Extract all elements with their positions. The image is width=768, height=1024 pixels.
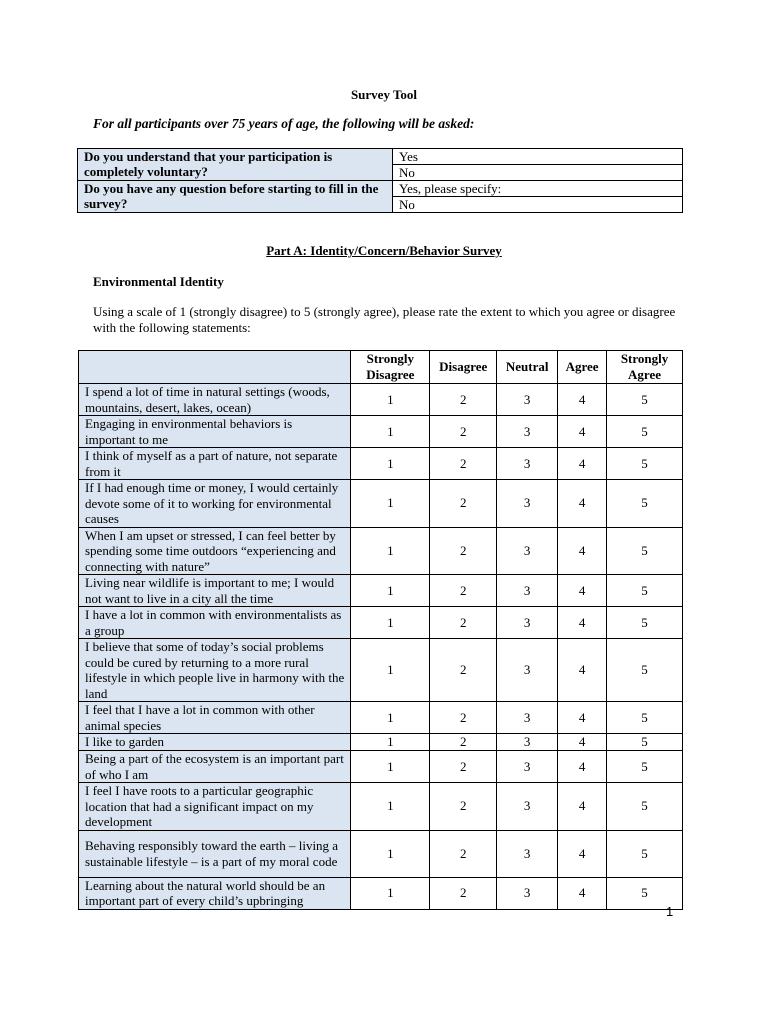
rating-option[interactable]: 2 [430, 639, 497, 702]
survey-header-row [79, 351, 683, 384]
rating-option[interactable]: 3 [497, 575, 558, 607]
rating-option[interactable]: 2 [430, 448, 497, 480]
rating-option[interactable]: 2 [430, 877, 497, 909]
rating-option[interactable]: 2 [430, 830, 497, 877]
rating-option[interactable]: 5 [607, 448, 683, 480]
document-title: Survey Tool [350, 87, 418, 102]
table-row [79, 877, 683, 909]
table-row [79, 575, 683, 607]
rating-option[interactable]: 4 [558, 639, 607, 702]
rating-option[interactable]: 1 [351, 877, 430, 909]
rating-option[interactable]: 1 [351, 416, 430, 448]
statement-cell: I feel I have roots to a particular geographic location that had a significant impact on my development [79, 783, 351, 831]
rating-option[interactable]: 5 [607, 877, 683, 909]
consent-answer[interactable]: Yes [393, 149, 683, 165]
statement-cell: I feel that I have a lot in common with other animal species [79, 702, 351, 734]
table-row [79, 639, 683, 702]
rating-option[interactable]: 2 [430, 607, 497, 639]
statement-cell: I spend a lot of time in natural settings (woods, mountains, desert, lakes, ocean) [79, 384, 351, 416]
rating-option[interactable]: 3 [497, 877, 558, 909]
rating-option[interactable]: 5 [607, 416, 683, 448]
rating-option[interactable]: 3 [497, 527, 558, 575]
survey-table [78, 350, 683, 910]
statement-cell: When I am upset or stressed, I can feel better by spending some time outdoors “experiencing and connecting with nature” [79, 527, 351, 575]
rating-option[interactable]: 4 [558, 575, 607, 607]
table-row [79, 751, 683, 783]
rating-option[interactable]: 4 [558, 480, 607, 528]
consent-answer[interactable]: Yes, please specify: [393, 181, 683, 197]
consent-row [78, 181, 683, 197]
section-heading: Environmental Identity [93, 274, 224, 289]
rating-option[interactable]: 3 [497, 448, 558, 480]
table-row [79, 830, 683, 877]
statement-cell: Being a part of the ecosystem is an important part of who I am [79, 751, 351, 783]
statement-cell: I like to garden [79, 734, 351, 751]
statement-cell: I think of myself as a part of nature, not separate from it [79, 448, 351, 480]
rating-option[interactable]: 1 [351, 384, 430, 416]
rating-option[interactable]: 1 [351, 830, 430, 877]
rating-option[interactable]: 1 [351, 480, 430, 528]
statement-cell: Living near wildlife is important to me; I would not want to live in a city all the time [79, 575, 351, 607]
rating-option[interactable]: 5 [607, 480, 683, 528]
rating-option[interactable]: 3 [497, 416, 558, 448]
table-row [79, 416, 683, 448]
rating-option[interactable]: 1 [351, 734, 430, 751]
rating-option[interactable]: 2 [430, 575, 497, 607]
statement-cell: Engaging in environmental behaviors is important to me [79, 416, 351, 448]
consent-row [78, 149, 683, 165]
rating-option[interactable]: 4 [558, 751, 607, 783]
rating-option[interactable]: 5 [607, 751, 683, 783]
statement-cell: If I had enough time or money, I would certainly devote some of it to working for environmental causes [79, 480, 351, 528]
scale-header: Neutral [497, 351, 558, 384]
statement-cell: I have a lot in common with environmentalists as a group [79, 607, 351, 639]
table-row [79, 480, 683, 528]
rating-option[interactable]: 2 [430, 384, 497, 416]
table-row [79, 384, 683, 416]
rating-option[interactable]: 3 [497, 783, 558, 831]
rating-option[interactable]: 2 [430, 480, 497, 528]
rating-option[interactable]: 2 [430, 734, 497, 751]
rating-option[interactable]: 3 [497, 751, 558, 783]
scale-header: Strongly Disagree [351, 351, 430, 384]
rating-option[interactable]: 1 [351, 783, 430, 831]
consent-question: Do you have any question before starting to fill in the survey? [78, 181, 393, 213]
table-row [79, 607, 683, 639]
table-row [79, 734, 683, 751]
scale-header: Strongly Agree [607, 351, 683, 384]
rating-option[interactable]: 4 [558, 877, 607, 909]
rating-option[interactable]: 5 [607, 830, 683, 877]
rating-option[interactable]: 5 [607, 527, 683, 575]
survey-body [79, 384, 683, 910]
scale-header: Disagree [430, 351, 497, 384]
consent-table [77, 148, 683, 213]
rating-option[interactable]: 3 [497, 607, 558, 639]
statement-cell: Behaving responsibly toward the earth – living a sustainable lifestyle – is a part of my moral code [79, 830, 351, 877]
rating-option[interactable]: 4 [558, 527, 607, 575]
consent-question: Do you understand that your participation is completely voluntary? [78, 149, 393, 181]
table-row [79, 702, 683, 734]
rating-option[interactable]: 1 [351, 575, 430, 607]
rating-option[interactable]: 5 [607, 639, 683, 702]
rating-option[interactable]: 2 [430, 751, 497, 783]
rating-option[interactable]: 3 [497, 384, 558, 416]
scale-header: Agree [558, 351, 607, 384]
rating-option[interactable]: 4 [558, 448, 607, 480]
rating-option[interactable]: 5 [607, 607, 683, 639]
rating-option[interactable]: 3 [497, 734, 558, 751]
rating-option[interactable]: 4 [558, 783, 607, 831]
rating-option[interactable]: 1 [351, 607, 430, 639]
table-row [79, 527, 683, 575]
rating-option[interactable]: 4 [558, 734, 607, 751]
rating-option[interactable]: 2 [430, 783, 497, 831]
rating-option[interactable]: 5 [607, 575, 683, 607]
table-row [79, 448, 683, 480]
rating-option[interactable]: 5 [607, 384, 683, 416]
rating-option[interactable]: 3 [497, 830, 558, 877]
rating-option[interactable]: 4 [558, 384, 607, 416]
table-row [79, 783, 683, 831]
rating-option[interactable]: 2 [430, 702, 497, 734]
rating-option[interactable]: 1 [351, 448, 430, 480]
rating-option[interactable]: 2 [430, 527, 497, 575]
rating-option[interactable]: 4 [558, 830, 607, 877]
rating-option[interactable]: 3 [497, 639, 558, 702]
statement-column-header [79, 351, 351, 384]
rating-option[interactable]: 3 [497, 702, 558, 734]
rating-option[interactable]: 1 [351, 702, 430, 734]
statement-cell: Learning about the natural world should be an important part of every child’s upbringing [79, 877, 351, 909]
rating-option[interactable]: 2 [430, 416, 497, 448]
page-number: 1 [666, 904, 674, 919]
part-heading: Part A: Identity/Concern/Behavior Survey [266, 243, 502, 258]
rating-option[interactable]: 1 [351, 527, 430, 575]
rating-option[interactable]: 3 [497, 480, 558, 528]
rating-option[interactable]: 5 [607, 783, 683, 831]
rating-option[interactable]: 5 [607, 734, 683, 751]
rating-option[interactable]: 4 [558, 416, 607, 448]
rating-option[interactable]: 5 [607, 702, 683, 734]
rating-option[interactable]: 4 [558, 607, 607, 639]
instructions-text: Using a scale of 1 (strongly disagree) to 5 (strongly agree), please rate the extent to which you agree or disagree with the following statements: [93, 304, 676, 335]
consent-answer[interactable]: No [393, 165, 683, 181]
statement-cell: I believe that some of today’s social problems could be cured by returning to a more rural lifestyle in which people live in harmony with the land [79, 639, 351, 702]
rating-option[interactable]: 1 [351, 751, 430, 783]
intro-text: For all participants over 75 years of age, the following will be asked: [93, 116, 475, 131]
rating-option[interactable]: 4 [558, 702, 607, 734]
consent-answer[interactable]: No [393, 197, 683, 213]
rating-option[interactable]: 1 [351, 639, 430, 702]
